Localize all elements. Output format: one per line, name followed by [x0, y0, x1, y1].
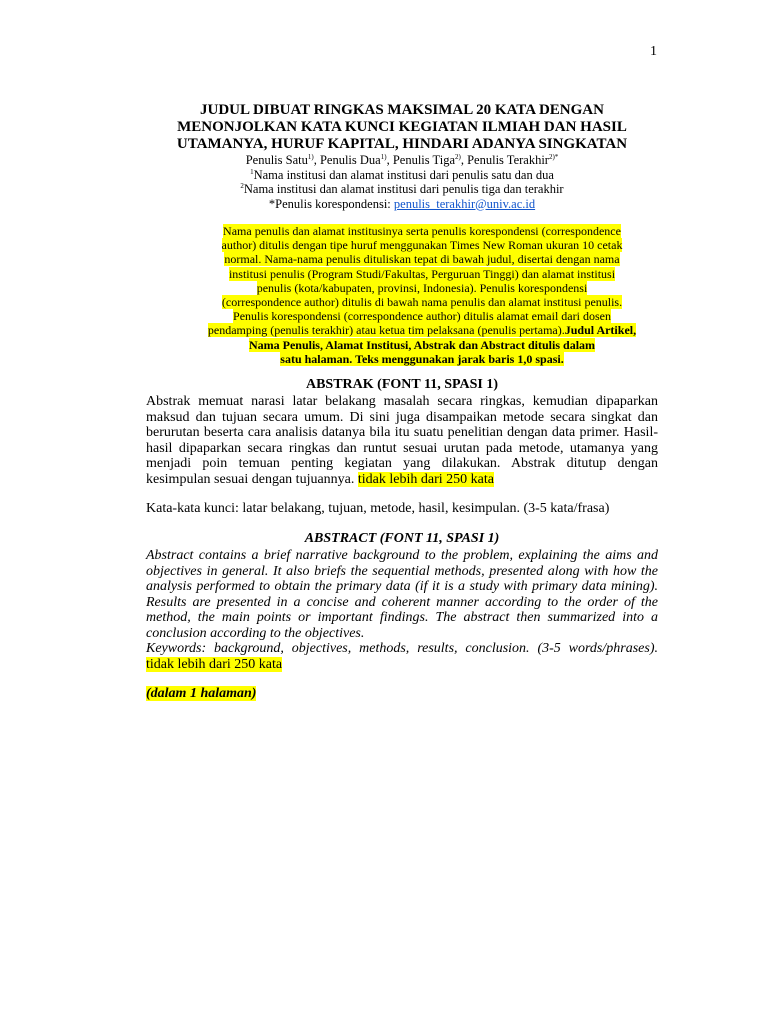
- abstract-last-line: conclusion according to the objectives.: [146, 625, 365, 641]
- note-line: [186, 281, 658, 295]
- note-text: pendamping (penulis terakhir) atau ketua tim pelaksana (penulis pertama).: [207, 323, 565, 338]
- abstrak-paragraph: [146, 394, 658, 487]
- abstrak-line: maksud dan tujuan secara umum. Di sini juga disampaikan metode secara singkat dan: [146, 409, 658, 425]
- affiliation-text: Nama institusi dan alamat institusi dari penulis satu dan dua: [253, 167, 554, 182]
- title-line: MENONJOLKAN KATA KUNCI KEGIATAN ILMIAH DAN HASIL: [177, 119, 627, 135]
- abstrak-text: kesimpulan sesuai dengan tujuannya.: [146, 471, 358, 487]
- abstract-line: method, the main points or important findings. The abstract then summarized into a: [146, 610, 658, 625]
- note-line: [186, 309, 658, 323]
- note-text: normal. Nama-nama penulis dituliskan tepat di bawah judul, disertai dengan nama: [224, 252, 620, 267]
- note-line: [186, 352, 658, 366]
- abstract-line: Results are presented in a concise and coherent manner according to the order of the: [146, 594, 658, 610]
- article-title: [146, 102, 658, 153]
- note-text: Nama penulis dan alamat institusinya serta penulis korespondensi (correspondence: [223, 224, 621, 238]
- author-superscript: 2)*: [548, 152, 559, 161]
- affiliation-superscript: 1: [250, 167, 254, 176]
- note-line: [186, 267, 658, 281]
- abstrak-line: Abstrak memuat narasi latar belakang masalah secara ringkas, kemudian dipaparkan: [146, 394, 658, 409]
- note-bold-text: Nama Penulis, Alamat Institusi, Abstrak dan Abstract ditulis dalam: [248, 337, 596, 352]
- author-format-note: [186, 224, 658, 366]
- author-names: [146, 153, 658, 168]
- affiliation-superscript: 2: [240, 181, 244, 190]
- page-note-line: [146, 686, 658, 702]
- note-text: penulis (kota/kabupaten, provinsi, Indonesia). Penulis korespondensi: [256, 280, 588, 295]
- correspondence-label: *Penulis korespondensi:: [268, 196, 394, 211]
- author-block: [146, 153, 658, 211]
- note-line: [186, 295, 658, 309]
- note-text: (correspondence author) ditulis di bawah nama penulis dan alamat institusi penulis.: [221, 295, 623, 310]
- abstract-line: objectives in general. It also briefs the sequential methods, presented along with how the: [146, 563, 658, 579]
- author-name: , Penulis Terakhir: [460, 153, 549, 167]
- abstract-heading: ABSTRACT (FONT 11, SPASI 1): [304, 531, 500, 546]
- note-line: [186, 224, 658, 238]
- note-line: [186, 238, 658, 252]
- page-number: 1: [650, 44, 657, 59]
- keywords-text: Kata-kata kunci: latar belakang, tujuan, metode, hasil, kesimpulan. (3-5 kata/frasa): [146, 501, 610, 516]
- note-line: [186, 252, 658, 266]
- author-name: , Penulis Tiga: [386, 153, 455, 167]
- abstrak-line: berurutan beserta cara analisis datanya bila itu suatu penelitian dengan data primer. Hasil-: [146, 425, 658, 440]
- note-text: author) ditulis dengan tipe huruf menggunakan Times New Roman ukuran 10 cetak: [221, 238, 623, 253]
- abstract-limit-line: [146, 657, 658, 673]
- abstrak-line: menjadi poin temuan penting kegiatan yang dilakukan. Abstrak ditutup dengan: [146, 456, 658, 471]
- abstrak-heading: ABSTRAK (FONT 11, SPASI 1): [305, 377, 498, 392]
- abstrak-last-line: [146, 472, 658, 488]
- author-name: Penulis Satu: [245, 153, 308, 167]
- affiliation-text: Nama institusi dan alamat institusi dari penulis tiga dan terakhir: [243, 182, 564, 196]
- title-line: JUDUL DIBUAT RINGKAS MAKSIMAL 20 KATA DENGAN: [200, 102, 604, 118]
- note-line: [186, 323, 658, 337]
- correspondence-email-link[interactable]: penulis_terakhir@univ.ac.id: [393, 196, 536, 211]
- abstract-word-limit: tidak lebih dari 250 kata: [146, 656, 283, 672]
- page-note-text: (dalam 1 halaman): [146, 686, 257, 701]
- affiliation-1: [146, 168, 658, 183]
- title-line: UTAMANYA, HURUF KAPITAL, HINDARI ADANYA SINGKATAN: [176, 136, 628, 152]
- note-line: [186, 338, 658, 352]
- abstract-paragraph: [146, 548, 658, 672]
- note-bold-text: satu halaman. Teks menggunakan jarak baris 1,0 spasi.: [280, 351, 564, 366]
- author-superscript: 2): [455, 152, 461, 161]
- abstract-keywords: Keywords: background, objectives, methods, results, conclusion. (3-5 words/phrases).: [146, 641, 658, 656]
- affiliation-2: [146, 182, 658, 197]
- abstrak-keywords: [146, 501, 658, 517]
- abstrak-line: hasil dipaparkan secara ringkas dan runtut sesuai urutan pada metode, utamanya yang: [146, 440, 658, 456]
- author-superscript: 1): [307, 152, 314, 161]
- author-name: , Penulis Dua: [313, 153, 381, 167]
- correspondence-line: [146, 197, 658, 212]
- note-text: institusi penulis (Program Studi/Fakultas, Perguruan Tinggi) dan alamat institusi: [228, 266, 616, 281]
- abstrak-word-limit: tidak lebih dari 250 kata: [357, 471, 494, 487]
- abstract-line: Abstract contains a brief narrative background to the problem, explaining the aims and: [146, 548, 658, 563]
- note-bold-text: Judul Artikel,: [564, 323, 637, 338]
- author-superscript: 1): [380, 152, 387, 161]
- page-note: [146, 686, 658, 702]
- note-text: Penulis korespondensi (correspondence author) ditulis alamat email dari dosen: [233, 309, 611, 324]
- abstract-line: analysis performed to obtain the primary data (if it is a study with primary data mining).: [146, 579, 658, 594]
